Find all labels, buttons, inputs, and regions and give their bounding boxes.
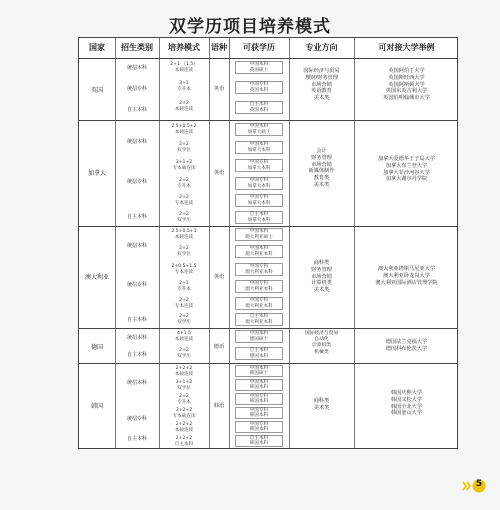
kr-mode-1: 2+2+2 本硕连读 <box>174 366 194 377</box>
kr-mode-2: 3+1+2 双学位 <box>175 380 193 391</box>
kr-mode-3: 2+2 专升本 <box>177 394 191 405</box>
header-country: 国家 <box>89 43 105 52</box>
kr-category-2: 统招专科 <box>126 416 147 422</box>
header-mode: 培养模式 <box>168 43 200 52</box>
page-title: 双学历项目培养模式 <box>169 17 331 37</box>
uk-universities: 英国阿伯丁大学 英国斯旺西大学 英国阿斯顿大学 英国东英吉利大学 英国伯明翰城市大学 <box>383 68 430 102</box>
kr-category-1: 统招本科 <box>126 380 147 386</box>
uk-mode-3: 2+2 本硕连读 <box>174 101 194 112</box>
ca-degree-1: 中国本科 加拿大硕士 <box>247 124 271 135</box>
uk-category-1: 统招本科 <box>126 65 147 71</box>
country-canada: 加拿大 <box>87 170 106 177</box>
uk-degree-2: 中国专科 英国本科 <box>249 82 269 93</box>
uk-category-3: 自主本科 <box>126 107 147 113</box>
row-divider <box>79 363 457 364</box>
ca-category-2: 统招专科 <box>126 179 147 185</box>
ca-degree-4: 中国专科 加拿大本科 <box>247 178 271 189</box>
au-majors: 商科类 财务管理 市场营销 计算机类 美术类 <box>311 260 332 294</box>
ca-mode-1: 2.5+0.5+2 本硕连读 <box>171 124 197 135</box>
au-degree-6: 自主本科 澳大利亚本科 <box>245 314 273 325</box>
page-number: 5 <box>475 479 483 489</box>
de-category-2: 自主本科 <box>126 352 147 358</box>
kr-degree-6: 自主本科 韩国本科 <box>249 435 269 447</box>
program-table <box>78 37 458 449</box>
au-category-2: 统招专科 <box>126 282 147 288</box>
de-degree-1: 中国本科 德国硕士 <box>249 331 269 342</box>
kr-universities: 韩国庆熙大学 韩国又松大学 韩国全北大学 韩国釜山大学 <box>390 390 423 417</box>
au-category-3: 自主本科 <box>126 317 147 323</box>
au-mode-3: 2+0.5+1.5 专本连读 <box>171 264 197 275</box>
de-category-1: 统招本科 <box>126 335 147 341</box>
page-number-badge <box>462 478 486 494</box>
au-degree-3: 中国专科 澳大利亚本科 <box>245 264 273 275</box>
kr-degree-2: 中国本科 韩国本科 <box>249 379 269 391</box>
uk-mode-2: 3+1 专升本 <box>177 81 191 92</box>
ca-mode-4: 2+2 专升本 <box>177 178 191 189</box>
au-mode-2: 2+2 双学位 <box>177 246 191 257</box>
kr-degree-5: 中国专科 韩国本科 <box>249 421 269 433</box>
kr-mode-6: 2+2+2 自主本科 <box>174 436 194 447</box>
ca-degree-3: 中国专科 加拿大本科 <box>247 160 271 171</box>
au-mode-5: 2+2 专本连读 <box>174 298 194 309</box>
ca-mode-5: 2+2 专本连读 <box>174 195 194 206</box>
ca-majors: 会计 财务管理 市场营销 新媒体制作 教育类 美术类 <box>308 148 335 188</box>
au-degree-5: 中国专科 澳大利亚本科 <box>245 298 273 309</box>
ca-mode-3: 3+1+2 专本硕连读 <box>172 160 196 171</box>
ca-universities: 加拿大爱德华王子岛大学 加拿大布兰登大学 加拿大菲沙河谷大学 加拿大谢尔丹学院 <box>377 156 436 183</box>
ca-degree-2: 中国本科 加拿大本科 <box>247 142 271 153</box>
uk-mode-1: 2+1 （1.5） 本硕连读 <box>170 62 198 73</box>
row-divider <box>79 226 457 227</box>
au-universities: 澳大利亚塔斯马尼亚大学 澳大利亚卧龙岗大学 澳大利亚国际酒店管理学院 <box>375 266 438 286</box>
au-degree-2: 中国本科 澳大利亚本科 <box>245 246 273 257</box>
row-divider <box>79 120 457 121</box>
header-category: 招生类别 <box>121 43 153 52</box>
ca-mode-6: 2+2 双学历 <box>177 212 191 223</box>
ca-degree-6: 自主本科 加拿大本科 <box>247 212 271 223</box>
row-divider <box>79 328 457 329</box>
column-divider <box>229 38 230 448</box>
au-mode-4: 2+1 专升本 <box>177 281 191 292</box>
header-major: 专业方向 <box>305 43 338 52</box>
kr-mode-4: 3+2+2 专本硕连读 <box>172 408 196 419</box>
uk-language: 英语 <box>213 86 225 92</box>
au-degree-4: 中国专科 澳大利亚本科 <box>245 281 273 292</box>
header-universities: 可对接大学举例 <box>378 43 435 52</box>
ca-degree-5: 中国专科 加拿大本科 <box>247 195 271 206</box>
uk-degree-3: 自主本科 英国本科 <box>249 102 269 113</box>
kr-language: 韩语 <box>213 403 225 409</box>
country-australia: 澳大利亚 <box>84 274 109 281</box>
de-universities: 德国法兰克福大学 德国科布伦茨大学 <box>385 339 428 352</box>
uk-majors: 国际经济与贸易 理财/财务管理 市场营销 英语教育 美术类 <box>303 68 340 102</box>
au-mode-1: 2.5+0.5+1 本硕连读 <box>171 229 197 240</box>
ca-language: 英语 <box>213 170 225 176</box>
kr-mode-5: 2+2+2 本硕连读 <box>174 422 194 433</box>
kr-category-3: 自主本科 <box>126 436 147 442</box>
uk-category-2: 统招专科 <box>126 86 147 92</box>
de-language: 德语 <box>213 344 225 350</box>
kr-degree-1: 中国本科 韩国硕士 <box>249 365 269 377</box>
de-mode-1: 4+1.5 本硕连读 <box>174 331 194 342</box>
country-korea: 韩国 <box>90 403 103 410</box>
column-divider <box>209 38 210 448</box>
header-degree: 可获学历 <box>243 43 275 52</box>
ca-mode-2: 2+2 双学位 <box>177 142 191 153</box>
ca-category-3: 自主本科 <box>126 214 147 220</box>
de-degree-2: 自主本科 德国本科 <box>249 348 269 359</box>
ca-category-1: 统招本科 <box>126 139 147 145</box>
kr-degree-3: 中国专科 韩国本科 <box>249 393 269 405</box>
au-category-1: 统招本科 <box>126 243 147 249</box>
row-divider <box>79 58 457 59</box>
de-majors: 国际经济与贸易 自动化 计算机类 机械类 <box>304 331 339 355</box>
country-uk: 英国 <box>90 87 103 94</box>
de-mode-2: 2+2 双学历 <box>177 348 191 359</box>
au-degree-1: 中国本科 澳大利亚硕士 <box>245 229 273 240</box>
au-language: 英语 <box>213 274 225 280</box>
country-germany: 德国 <box>90 344 103 351</box>
header-language: 语种 <box>211 43 227 52</box>
kr-majors: 商科类 美术类 <box>313 398 330 411</box>
kr-degree-4: 中国专科 韩国本科 <box>249 407 269 419</box>
au-mode-6: 2+2 双学历 <box>177 314 191 325</box>
uk-degree-1: 中国本科 英国硕士 <box>249 62 269 73</box>
